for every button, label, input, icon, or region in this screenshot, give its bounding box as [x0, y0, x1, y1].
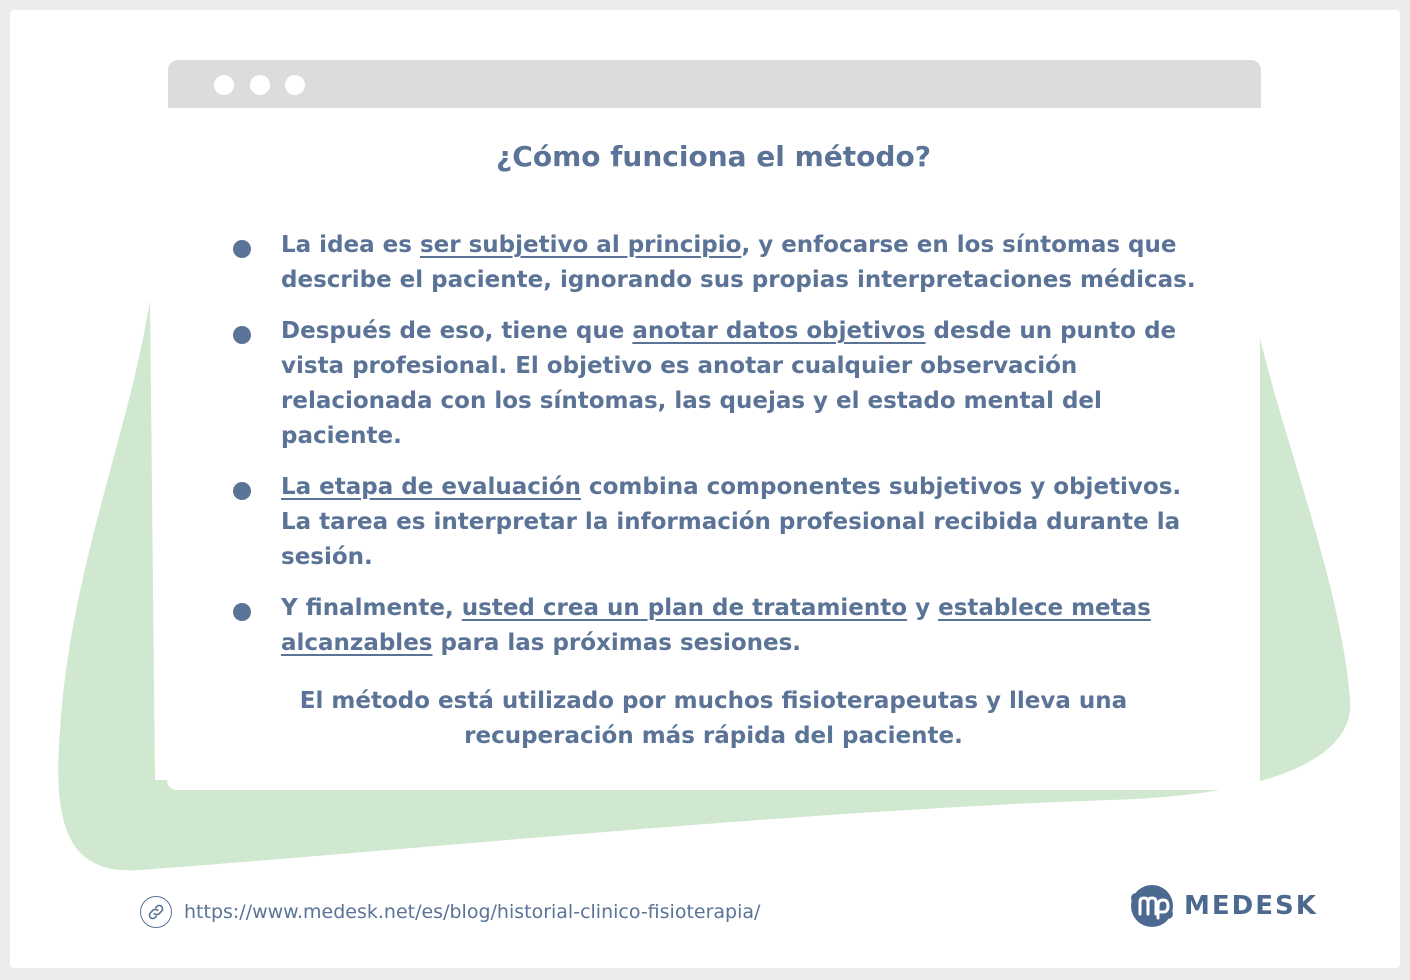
page-title: ¿Cómo funciona el método? [496, 140, 931, 173]
medesk-logo-icon [1128, 882, 1176, 930]
bullet-list [227, 228, 1217, 677]
source-link[interactable] [140, 894, 760, 930]
content-card [167, 108, 1260, 790]
window-dot-icon [285, 75, 305, 95]
highlight-link: establece metas alcanzables [281, 595, 1151, 656]
bullet-dot-icon [233, 603, 251, 621]
infographic-frame [10, 10, 1400, 968]
list-item: Y finalmente, usted crea un plan de tratamiento y establece metas alcanzables para las próximas sesiones. [227, 591, 1217, 661]
window-dot-icon [250, 75, 270, 95]
bullet-dot-icon [233, 240, 251, 258]
browser-title-bar [168, 60, 1261, 108]
highlight-link: La etapa de evaluación [281, 474, 581, 500]
summary-text: El método está utilizado por muchos fisioterapeutas y lleva una recuperación más rápida del paciente. [299, 688, 1128, 749]
bullet-dot-icon [233, 326, 251, 344]
source-url[interactable]: https://www.medesk.net/es/blog/historial-clinico-fisioterapia/ [184, 901, 761, 923]
brand-logo [1128, 882, 1318, 930]
list-item: La etapa de evaluación combina componentes subjetivos y objetivos. La tarea es interpretar la información profesional recibida durante la sesión. [227, 470, 1217, 575]
list-item: La idea es ser subjetivo al principio, y enfocarse en los síntomas que describe el paciente, ignorando sus propias interpretaciones médicas. [227, 228, 1217, 298]
bullet-dot-icon [233, 482, 251, 500]
list-item: Después de eso, tiene que anotar datos objetivos desde un punto de vista profesional. El objetivo es anotar cualquier observación relacionada con los síntomas, las quejas y el estado mental del paciente. [227, 314, 1217, 454]
link-icon [140, 896, 172, 928]
brand-name: MEDESK [1184, 891, 1318, 921]
highlight-link: usted crea un plan de tratamiento [461, 595, 908, 621]
highlight-link: ser subjetivo al principio [419, 232, 742, 258]
window-dot-icon [214, 75, 234, 95]
highlight-link: anotar datos objetivos [632, 318, 926, 344]
